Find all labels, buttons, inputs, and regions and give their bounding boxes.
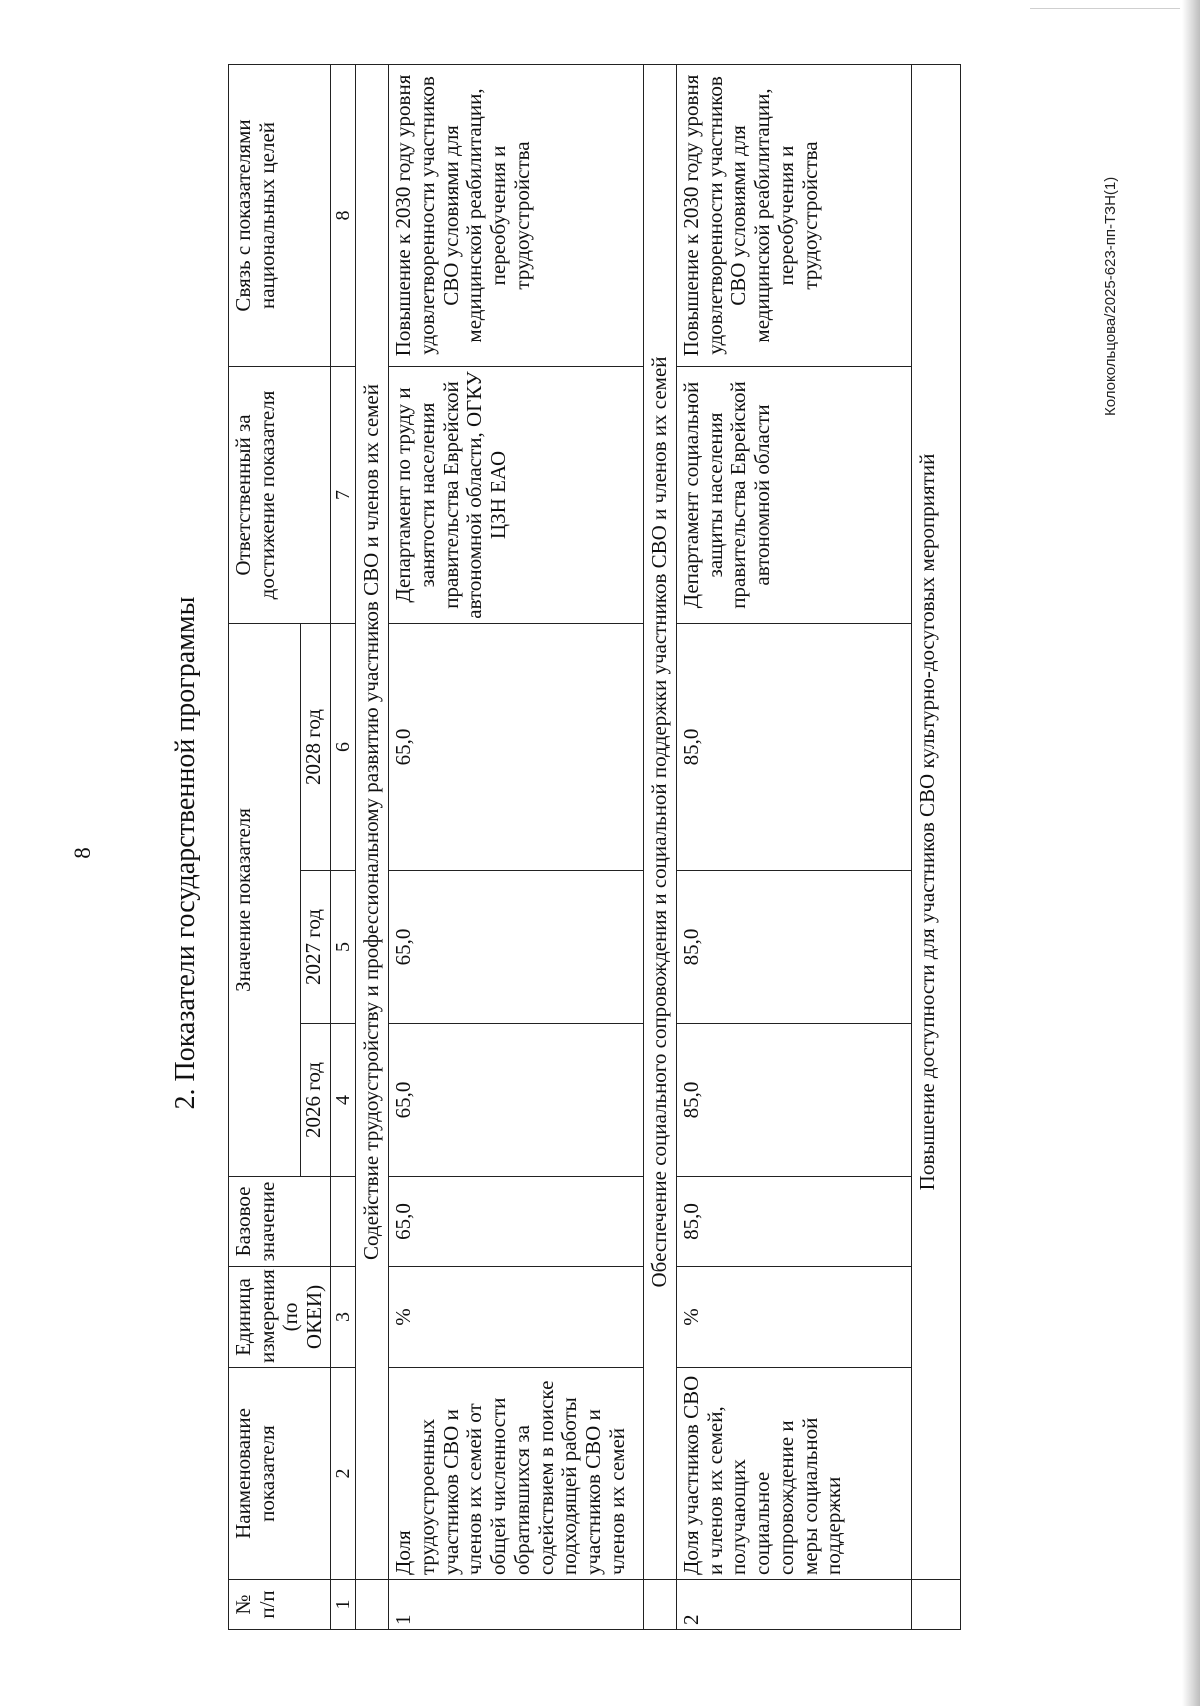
column-number: 5 xyxy=(330,871,356,1024)
header-unit: Единица измерения (по ОКЕИ) xyxy=(229,1267,331,1368)
column-number: 1 xyxy=(330,1580,356,1630)
row-value-2028: 65,0 xyxy=(389,623,644,870)
page-number: 8 xyxy=(70,847,95,859)
row-unit: % xyxy=(389,1267,644,1368)
row-name: Доля трудоустроенных участников СВО и членов их семей от общей численности обратившихся за содействием в поиске подходящей работы участников СВО и членов их семей xyxy=(389,1368,644,1580)
section-row xyxy=(644,64,677,1629)
column-number: 2 xyxy=(330,1368,356,1580)
header-link: Связь с показателями национальных целей xyxy=(229,64,331,366)
section-title: Повышение доступности для участников СВО культурно-досуговых мероприятий xyxy=(911,64,960,1579)
indicators-table xyxy=(228,64,961,1630)
header-base: Базовое значение xyxy=(229,1177,331,1267)
row-responsible: Департамент по труду и занятости населения правительства Еврейской автономной области, ОГКУ ЦЗН ЕАО xyxy=(389,366,644,623)
section-row xyxy=(356,64,389,1629)
column-number: 4 xyxy=(330,1024,356,1177)
row-link: Повышение к 2030 году уровня удовлетворенности участников СВО условиями для медицинской реабилитации, переобучения и трудоустройства xyxy=(676,64,911,366)
row-base: 65,0 xyxy=(389,1177,644,1267)
row-name: Доля участников СВО и членов их семей, получающих социальное сопровождение и меры социальной поддержки xyxy=(676,1368,911,1580)
row-link: Повышение к 2030 году уровня удовлетворенности участников СВО условиями для медицинской реабилитации, переобучения и трудоустройства xyxy=(389,64,644,366)
column-number: 8 xyxy=(330,64,356,366)
section-title: Обеспечение социального сопровождения и социальной поддержки участников СВО и членов их семей xyxy=(644,64,677,1579)
header-responsible: Ответственный за достижение показателя xyxy=(229,366,331,623)
row-value-2027: 85,0 xyxy=(676,871,911,1024)
row-num: 1 xyxy=(389,1580,644,1630)
header-year-2026: 2026 год xyxy=(300,1024,330,1177)
table-row xyxy=(676,64,911,1629)
document-title: 2. Показатели государственной программы xyxy=(170,596,201,1110)
header-num: № п/п xyxy=(229,1580,331,1630)
row-value-2027: 65,0 xyxy=(389,871,644,1024)
row-value-2026: 65,0 xyxy=(389,1024,644,1177)
table-row xyxy=(389,64,644,1629)
header-year-2027: 2027 год xyxy=(300,871,330,1024)
row-responsible: Департамент социальной защиты населения правительства Еврейской автономной области xyxy=(676,366,911,623)
header-name: Наименование показателя xyxy=(229,1368,331,1580)
document-code: Колокольцова/2025-623-пп-ТЗН(1) xyxy=(1102,176,1119,416)
row-num: 2 xyxy=(676,1580,911,1630)
column-number-row xyxy=(330,64,356,1629)
row-base: 85,0 xyxy=(676,1177,911,1267)
row-value-2028: 85,0 xyxy=(676,623,911,870)
column-number: 3 xyxy=(330,1267,356,1368)
section-row xyxy=(911,64,960,1629)
column-number: 6 xyxy=(330,623,356,870)
header-year-2028: 2028 год xyxy=(300,623,330,870)
row-value-2026: 85,0 xyxy=(676,1024,911,1177)
header-value: Значение показателя xyxy=(229,623,301,1176)
row-unit: % xyxy=(676,1267,911,1368)
section-title: Содействие трудоустройству и профессиональному развитию участников СВО и членов их семей xyxy=(356,64,389,1579)
column-number: 7 xyxy=(330,366,356,623)
